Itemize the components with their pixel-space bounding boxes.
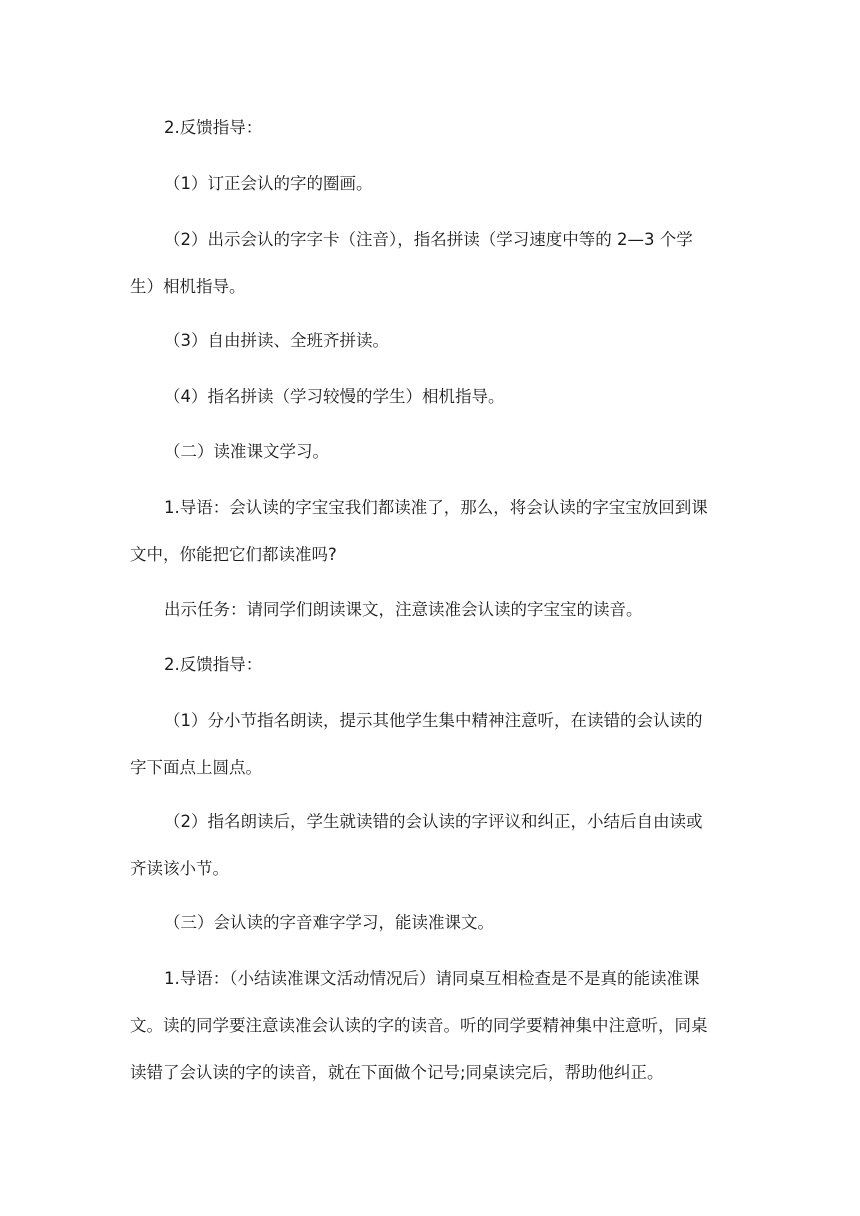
text-line: 1.导语：（小结读准课文活动情况后）请同桌互相检查是不是真的能读准课 [164,969,700,988]
text-line: 2.反馈指导： [164,655,263,674]
text-line: （1）订正会认的字的圈画。 [164,174,373,193]
text-line: （2）出示会认的字字卡（注音），指名拼读（学习速度中等的 2—3 个学 [164,230,693,249]
text-line: 2.反馈指导： [164,118,263,137]
paragraph-item [130,484,730,578]
text-line: （2）指名朗读后，学生就读错的会认读的字评议和纠正，小结后自由读或 [164,812,703,831]
paragraph-feedback-heading [130,641,730,688]
text-line: 文中，你能把它们都读准吗? [130,545,337,564]
text-line: 生）相机指导。 [130,277,246,296]
text-line: （1）分小节指名朗读，提示其他学生集中精神注意听，在读错的会认读的 [164,711,703,730]
text-line: （3）自由拼读、全班齐拼读。 [164,331,389,350]
paragraph-item [130,697,730,791]
paragraph-item [130,317,730,364]
text-line: 出示任务：请同学们朗读课文，注意读准会认读的字宝宝的读音。 [164,600,643,619]
paragraph-item [130,216,730,310]
text-line: 齐读该小节。 [130,859,229,878]
paragraph-section-heading [130,428,730,475]
text-line: （三）会认读的字音难字学习，能读准课文。 [164,913,494,932]
paragraph-item [130,160,730,207]
paragraph-item [130,798,730,892]
paragraph-item [130,955,730,1096]
paragraph-section-heading [130,899,730,946]
text-line: 读错了会认读的字的读音，就在下面做个记号;同桌读完后，帮助他纠正。 [130,1063,664,1082]
text-line: （4）指名拼读（学习较慢的学生）相机指导。 [164,387,505,406]
paragraph-item [130,586,730,633]
text-line: 1.导语：会认读的字宝宝我们都读准了，那么，将会认读的字宝宝放回到课 [164,498,708,517]
paragraph-item [130,373,730,420]
text-line: （二）读准课文学习。 [164,442,329,461]
text-line: 字下面点上圆点。 [130,758,262,777]
paragraph-feedback-heading [130,104,730,151]
text-line: 文。读的同学要注意读准会认读的字的读音。听的同学要精神集中注意听，同桌 [130,1016,708,1035]
